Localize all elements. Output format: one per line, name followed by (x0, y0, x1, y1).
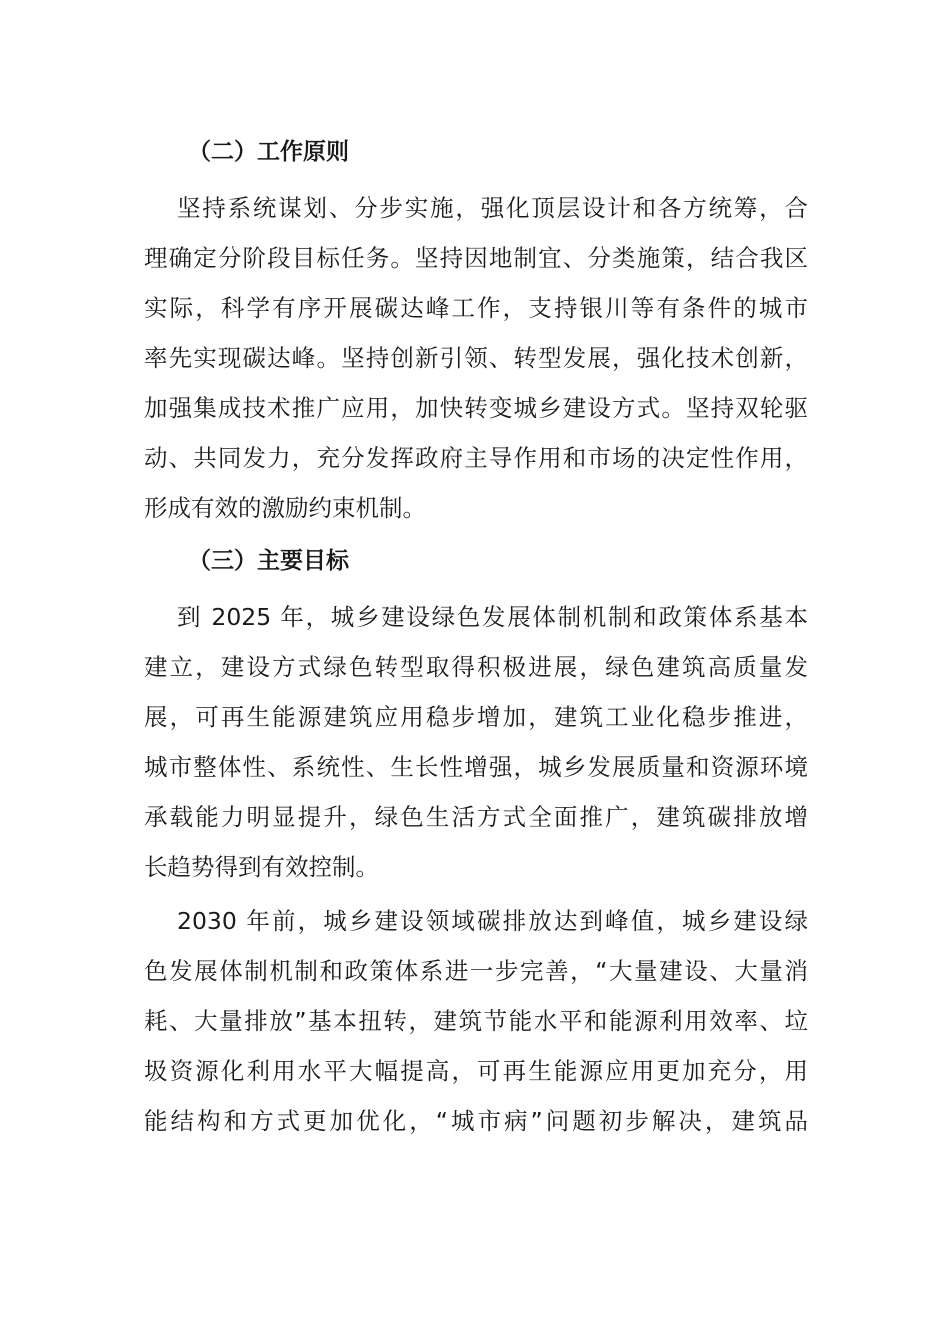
text-line: 能结构和方式更加优化，“城市病”问题初步解决，建筑品 (144, 1107, 808, 1135)
text-line: 到 2025 年，城乡建设绿色发展体制机制和政策体系基本 (177, 603, 808, 631)
section-heading-goals: （三）主要目标 (188, 548, 349, 574)
text-line: 建立，建设方式绿色转型取得积极进展，绿色建筑高质量发 (144, 653, 808, 681)
text-line: 加强集成技术推广应用，加快转变城乡建设方式。坚持双轮驱 (144, 394, 808, 422)
text-line: 长趋势得到有效控制。 (144, 853, 379, 881)
text-line: 承载能力明显提升，绿色生活方式全面推广，建筑碳排放增 (144, 803, 808, 831)
text-line: 2030 年前，城乡建设领域碳排放达到峰值，城乡建设绿 (177, 907, 808, 935)
text-line: 展，可再生能源建筑应用稳步增加，建筑工业化稳步推进， (144, 703, 808, 731)
paragraph-goals-2030 (144, 896, 808, 1146)
section-heading-principles: （二）工作原则 (188, 139, 349, 165)
text-line: 色发展体制机制和政策体系进一步完善，“大量建设、大量消 (144, 957, 808, 985)
text-line: 坚持系统谋划、分步实施，强化顶层设计和各方统筹，合 (177, 194, 808, 222)
text-line: 耗、大量排放”基本扭转，建筑节能水平和能源利用效率、垃 (144, 1007, 808, 1035)
text-line: 城市整体性、系统性、生长性增强，城乡发展质量和资源环境 (144, 753, 808, 781)
text-line: 圾资源化利用水平大幅提高，可再生能源应用更加充分，用 (144, 1057, 808, 1085)
text-line: 率先实现碳达峰。坚持创新引领、转型发展，强化技术创新， (144, 344, 808, 372)
text-line: 理确定分阶段目标任务。坚持因地制宜、分类施策，结合我区 (144, 244, 808, 272)
paragraph-goals-2025 (144, 592, 808, 892)
text-line: 实际，科学有序开展碳达峰工作，支持银川等有条件的城市 (144, 294, 808, 322)
text-line: 动、共同发力，充分发挥政府主导作用和市场的决定性作用， (144, 444, 808, 472)
text-line: 形成有效的激励约束机制。 (144, 494, 426, 522)
paragraph-principles (144, 183, 808, 533)
